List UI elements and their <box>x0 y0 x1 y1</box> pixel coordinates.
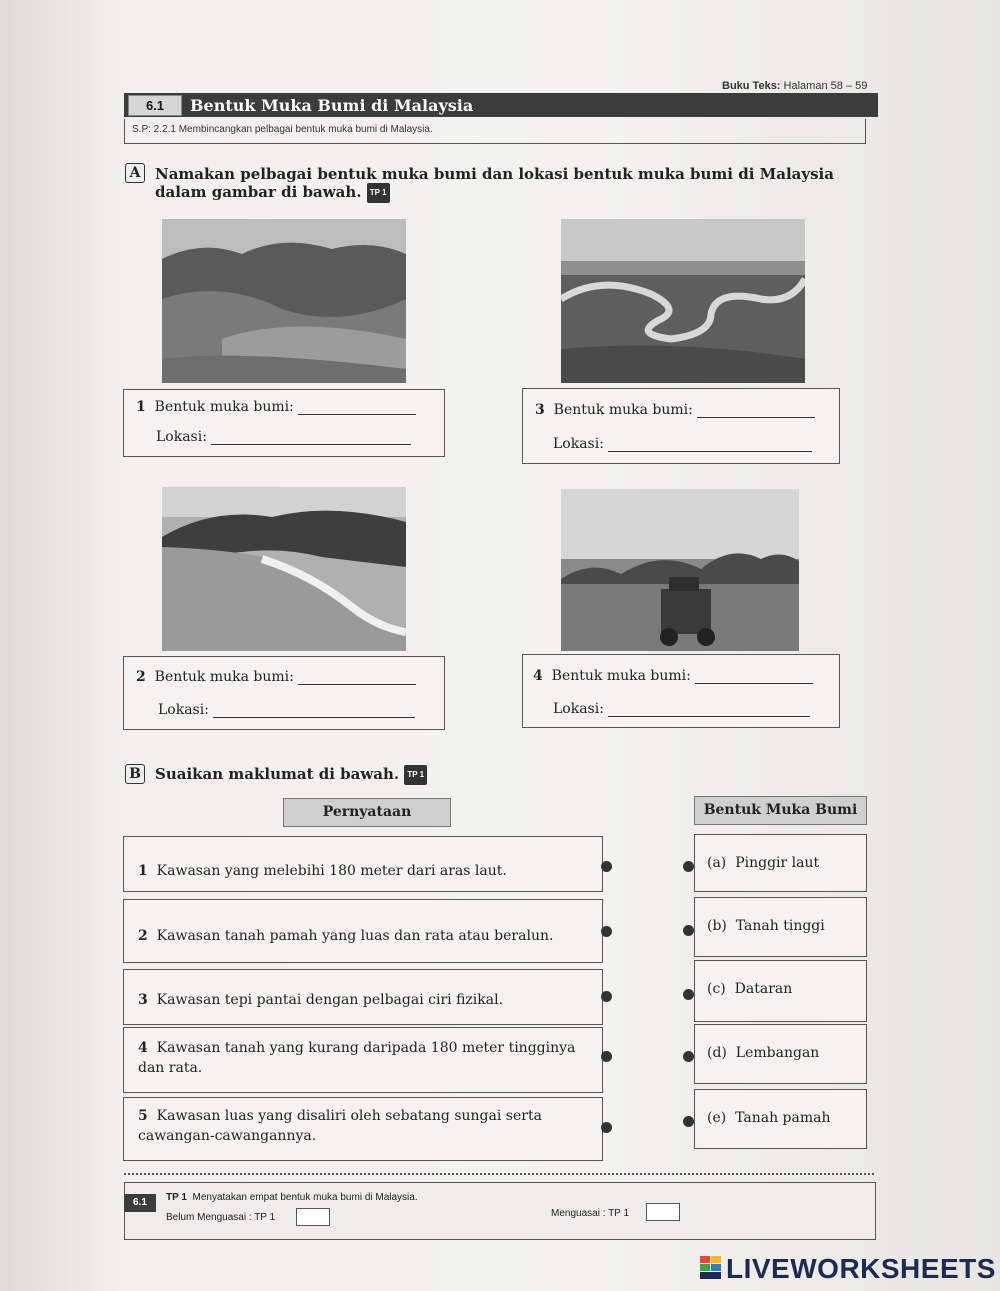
form-answer-blank[interactable] <box>695 683 813 684</box>
match-dot-left-2[interactable] <box>601 926 612 937</box>
option-text: Lembangan <box>735 1045 820 1061</box>
form-label: Bentuk muka bumi: <box>553 402 693 418</box>
answer-box-3 <box>522 388 840 464</box>
location-answer-blank[interactable] <box>608 451 812 452</box>
footer-section-number: 6.1 <box>124 1194 156 1212</box>
option-label: (d) <box>707 1045 727 1061</box>
match-dot-right-e[interactable] <box>683 1116 694 1127</box>
statement-number: 3 <box>138 992 148 1008</box>
statement-number: 1 <box>138 863 148 879</box>
statement-text: Kawasan tanah yang kurang daripada 180 meter tingginya dan rata. <box>138 1040 576 1076</box>
answer-box-4 <box>522 654 840 728</box>
option-text: Tanah tinggi <box>735 918 825 934</box>
statement-text: Kawasan tepi pantai dengan pelbagai ciri fizikal. <box>156 992 504 1008</box>
match-dot-left-5[interactable] <box>601 1122 612 1133</box>
form-answer-blank[interactable] <box>697 417 815 418</box>
section-number: 6.1 <box>128 95 182 116</box>
liveworksheets-watermark: LIVEWORKSHEETS <box>726 1253 996 1284</box>
tp-badge: TP 1 <box>367 183 390 203</box>
option-d <box>694 1024 867 1084</box>
statement-4 <box>123 1027 603 1093</box>
location-answer-blank[interactable] <box>608 716 810 717</box>
option-c <box>694 960 867 1022</box>
menguasai-label: Menguasai : TP 1 <box>551 1208 630 1219</box>
item-number: 3 <box>535 402 545 418</box>
menguasai-checkbox[interactable] <box>646 1203 680 1221</box>
location-label: Lokasi: <box>553 701 604 717</box>
option-e <box>694 1089 867 1149</box>
section-a-instruction: Namakan pelbagai bentuk muka bumi dan lokasi bentuk muka bumi di Malaysia dalam gambar di bawah. TP 1 <box>155 165 834 201</box>
match-dot-right-d[interactable] <box>683 1051 694 1062</box>
option-a <box>694 834 867 892</box>
statement-number: 5 <box>138 1108 148 1124</box>
location-label: Lokasi: <box>156 429 207 445</box>
form-label: Bentuk muka bumi: <box>154 399 294 415</box>
match-dot-right-a[interactable] <box>683 861 694 872</box>
photo-coast <box>162 487 406 651</box>
option-b <box>694 897 867 957</box>
dotted-divider <box>124 1173 874 1175</box>
answer-box-2 <box>123 656 445 730</box>
textbook-reference: Buku Teks: Halaman 58 – 59 <box>722 80 868 92</box>
item-number: 1 <box>136 399 146 415</box>
form-answer-blank[interactable] <box>298 684 416 685</box>
assessment-footer <box>124 1182 876 1240</box>
item-number: 2 <box>136 669 146 685</box>
location-answer-blank[interactable] <box>211 444 411 445</box>
option-text: Dataran <box>734 981 793 997</box>
tp-badge: TP 1 <box>404 765 427 785</box>
section-title: Bentuk Muka Bumi di Malaysia <box>190 96 474 115</box>
photo-lowland <box>561 489 799 651</box>
location-label: Lokasi: <box>158 702 209 718</box>
statement-1 <box>123 836 603 892</box>
section-b-instruction: Suaikan maklumat di bawah. TP 1 <box>155 765 427 785</box>
match-dot-left-4[interactable] <box>601 1051 612 1062</box>
statement-text: Kawasan luas yang disaliri oleh sebatang sungai serta cawangan-cawangannya. <box>138 1108 542 1144</box>
item-number: 4 <box>533 668 543 684</box>
liveworksheets-logo-icon <box>700 1256 722 1280</box>
answer-box-1 <box>123 389 445 457</box>
statement-5 <box>123 1097 603 1161</box>
pernyataan-header: Pernyataan <box>283 798 451 827</box>
form-label: Bentuk muka bumi: <box>154 669 294 685</box>
option-label: (c) <box>707 981 726 997</box>
match-dot-right-b[interactable] <box>683 925 694 936</box>
bentuk-header: Bentuk Muka Bumi <box>694 796 867 825</box>
option-label: (b) <box>707 918 727 934</box>
sp-text: S.P: 2.2.1 Membincangkan pelbagai bentuk muka bumi di Malaysia. <box>132 124 433 135</box>
footer-tp-desc: TP 1 Menyatakan empat bentuk muka bumi di Malaysia. <box>166 1192 418 1203</box>
section-a-letter: A <box>125 163 145 183</box>
photo-river-basin <box>561 219 805 383</box>
statement-2 <box>123 899 603 963</box>
form-label: Bentuk muka bumi: <box>551 668 691 684</box>
match-dot-right-c[interactable] <box>683 989 694 1000</box>
photo-highland <box>162 219 406 383</box>
match-dot-left-3[interactable] <box>601 991 612 1002</box>
statement-text: Kawasan yang melebihi 180 meter dari aras laut. <box>156 863 507 879</box>
section-b-letter: B <box>125 764 145 784</box>
option-label: (a) <box>707 855 727 871</box>
statement-text: Kawasan tanah pamah yang luas dan rata atau beralun. <box>156 928 554 944</box>
match-dot-left-1[interactable] <box>601 861 612 872</box>
location-answer-blank[interactable] <box>213 717 415 718</box>
statement-number: 4 <box>138 1040 148 1056</box>
location-label: Lokasi: <box>553 436 604 452</box>
statement-number: 2 <box>138 928 148 944</box>
belum-label: Belum Menguasai : TP 1 <box>166 1212 276 1223</box>
form-answer-blank[interactable] <box>298 414 416 415</box>
statement-3 <box>123 969 603 1025</box>
option-label: (e) <box>707 1110 727 1126</box>
belum-checkbox[interactable] <box>296 1208 330 1226</box>
option-text: Tanah pamah <box>735 1110 831 1126</box>
option-text: Pinggir laut <box>735 855 820 871</box>
